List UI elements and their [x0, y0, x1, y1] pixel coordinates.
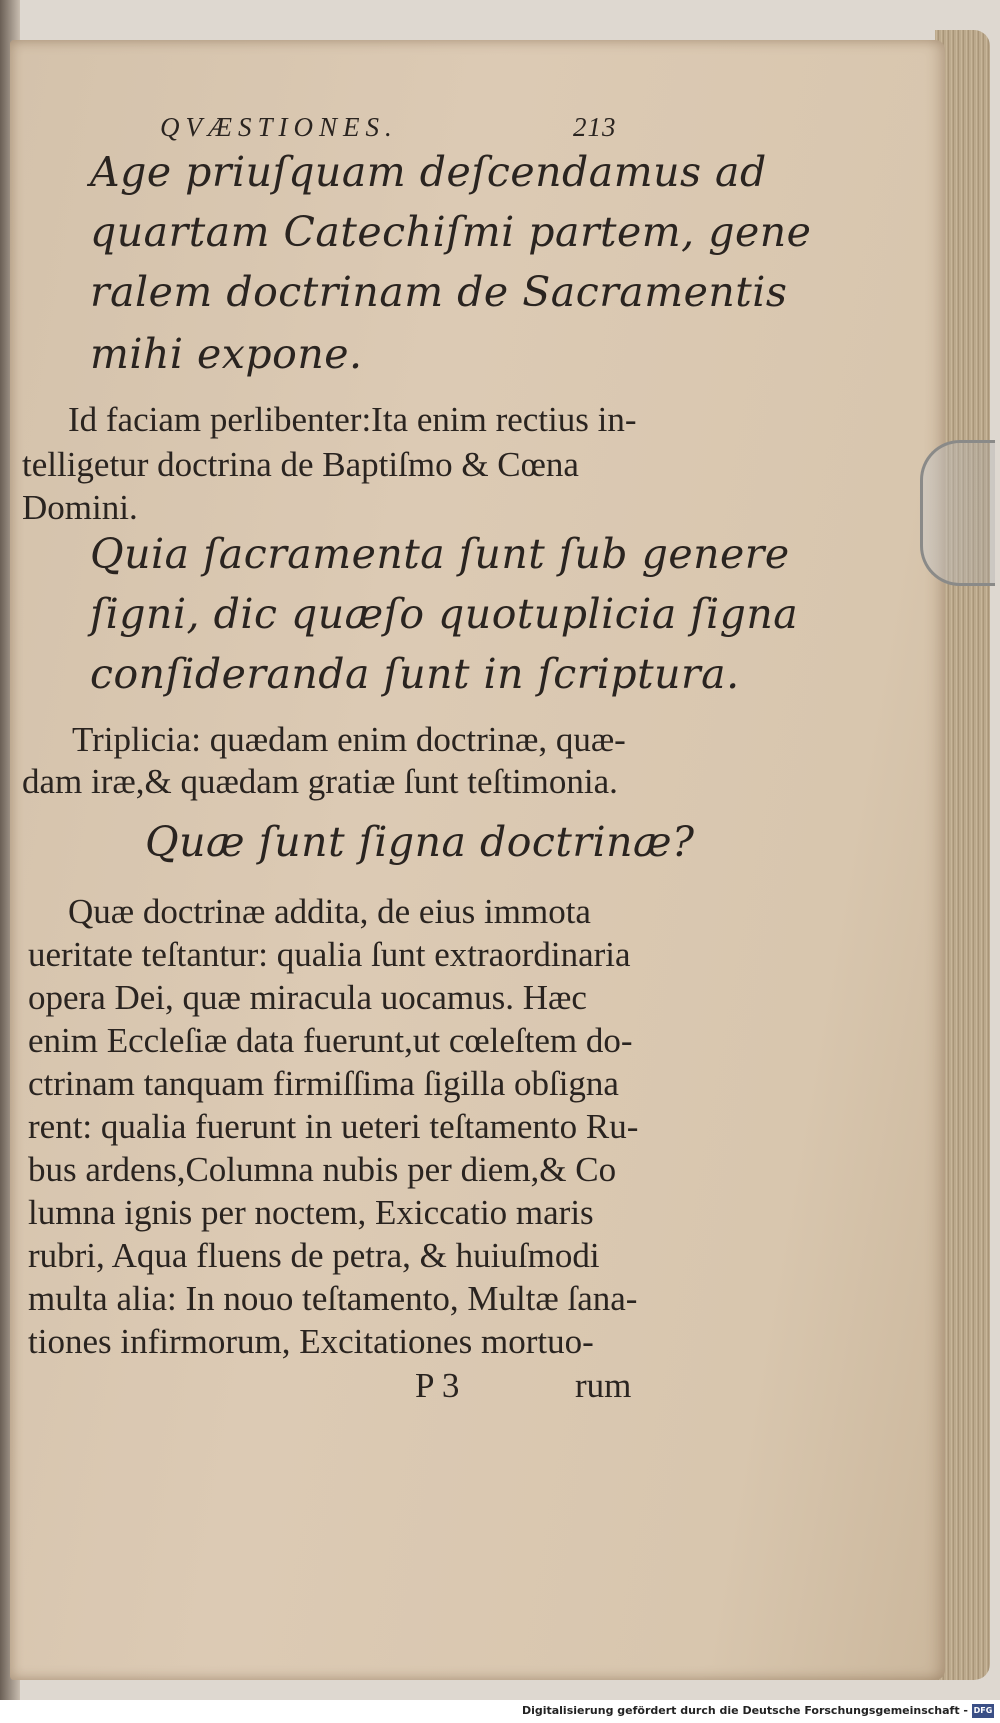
text-line: dam iræ,& quædam gratiæ ſunt teſtimonia.	[22, 762, 618, 801]
text-line: bus ardens,Columna nubis per diem,& Co	[28, 1150, 617, 1189]
signature-mark: P 3	[415, 1366, 460, 1405]
text-line: opera Dei, quæ miracula uocamus. Hæc	[28, 978, 587, 1017]
text-line: ctrinam tanquam firmiſſima ſigilla obſigna	[28, 1064, 619, 1103]
text-line: Domini.	[22, 488, 138, 527]
text-line: Quæ doctrinæ addita, de eius immota	[68, 892, 591, 931]
running-head: QVÆSTIONES.	[160, 112, 398, 142]
text-line: telligetur doctrina de Baptiſmo & Cœna	[22, 445, 579, 484]
text-line: quartam Catechiſmi partem, gene	[90, 208, 812, 256]
text-line: lumna ignis per noctem, Exiccatio maris	[28, 1193, 594, 1232]
catchword: rum	[575, 1366, 632, 1405]
text-line: Triplicia: quædam enim doctrinæ, quæ-	[72, 720, 626, 759]
page-clip	[920, 440, 995, 586]
section-heading: Quæ ſunt ſigna doctrinæ?	[145, 818, 695, 866]
text-line: multa alia: In nouo teſtamento, Multæ ſana-	[28, 1279, 638, 1318]
text-line: ueritate teſtantur: qualia ſunt extraordinaria	[28, 935, 631, 974]
text-line: rent: qualia fuerunt in ueteri teſtamento Ru-	[28, 1107, 639, 1146]
text-line: rubri, Aqua fluens de petra, & huiuſmodi	[28, 1236, 600, 1275]
dfg-logo: DFG	[972, 1704, 994, 1718]
text-line: ralem doctrinam de Sacramentis	[90, 268, 788, 316]
text-line: conſideranda ſunt in ſcriptura.	[90, 650, 740, 698]
text-line: mihi expone.	[90, 330, 363, 378]
page-text	[10, 40, 945, 1680]
footer-bar	[0, 1700, 1000, 1723]
text-line: Id faciam perlibenter:Ita enim rectius in-	[68, 400, 637, 439]
text-line: Quia ſacramenta ſunt ſub genere	[90, 530, 790, 578]
text-line: enim Eccleſiæ data fuerunt,ut cœleſtem do-	[28, 1021, 633, 1060]
text-line: Age priuſquam deſcendamus ad	[90, 148, 767, 196]
page-number: 213	[573, 112, 617, 142]
text-line: tiones infirmorum, Excitationes mortuo-	[28, 1322, 594, 1361]
book-page	[10, 40, 945, 1680]
text-line: ſigni, dic quæſo quotuplicia ſigna	[90, 590, 799, 638]
funding-credit: Digitalisierung gefördert durch die Deutsche Forschungsgemeinschaft -	[521, 1704, 968, 1717]
